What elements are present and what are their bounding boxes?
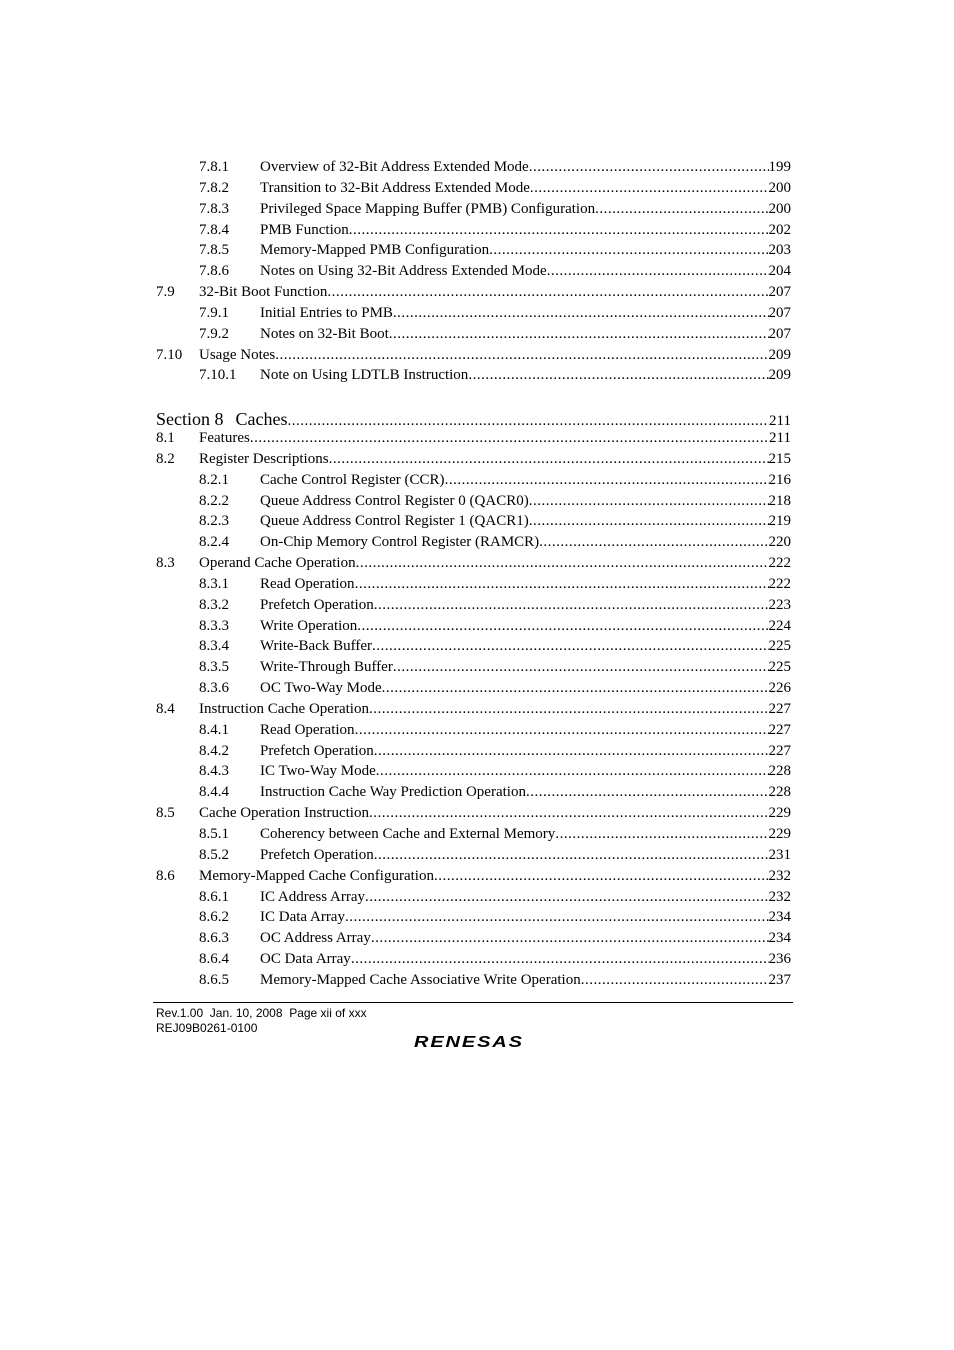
toc-page-number: 227 [768,700,791,717]
toc-entry [0,220,954,241]
toc-entry-leader [260,159,791,176]
toc-page-number: 229 [768,805,791,822]
toc-page-number: 203 [768,242,791,259]
toc-entry-title: Operand Cache Operation [199,555,356,572]
toc-entry [0,657,954,678]
toc-entry-leader [260,763,791,780]
toc-entry-leader [260,367,791,384]
toc-dot-leader [275,347,768,364]
toc-entry-leader [260,743,791,760]
toc-entry-title: Privileged Space Mapping Buffer (PMB) Configuration [260,200,596,217]
toc-entry [0,949,954,970]
toc-page-number: 211 [769,429,791,446]
toc-entry-leader [260,597,791,614]
toc-dot-leader [355,722,769,739]
toc-page-number: 207 [768,304,791,321]
toc-entry [0,470,954,491]
toc-entry-number: 8.3.1 [199,575,229,592]
toc-dot-leader [371,930,769,947]
toc-entry-leader [260,638,791,655]
toc-dot-leader [356,555,769,572]
toc-entry-title [156,409,287,430]
toc-entry-leader [260,242,791,259]
toc-entry-leader [260,326,791,343]
toc-entry [0,699,954,720]
toc-entry [0,866,954,887]
toc-entry-title: OC Address Array [260,930,371,947]
toc-dot-leader [345,909,769,926]
toc-entry-number: 8.6.2 [199,909,229,926]
toc-page-number: 223 [768,596,791,613]
toc-page-number: 200 [768,179,791,196]
toc-entry-title: Usage Notes [199,346,276,363]
toc-page-number: 209 [768,367,791,384]
toc-entry-title: Queue Address Control Register 0 (QACR0) [260,492,529,509]
toc-entry-title: IC Data Array [260,909,345,926]
toc-entry-title: Transition to 32-Bit Address Extended Mode [260,179,530,196]
toc-entry-number: 8.2 [156,450,175,467]
toc-entry-title: Cache Operation Instruction [199,805,369,822]
toc-entry [0,428,954,449]
toc-dot-leader [529,513,769,530]
toc-dot-leader [369,805,769,822]
toc-entry [0,845,954,866]
toc-entry [0,532,954,553]
toc-entry [0,553,954,574]
toc-entry-title: Queue Address Control Register 1 (QACR1) [260,513,529,530]
toc-page-number: 228 [768,763,791,780]
toc-dot-leader [351,951,769,968]
toc-entry-number: 8.2.1 [199,471,229,488]
toc-entry [0,240,954,261]
toc-entry-title: Memory-Mapped Cache Configuration [199,867,434,884]
toc-entry-leader [260,951,791,968]
toc-entry-leader [260,180,791,197]
toc-entry-title: Notes on 32-Bit Boot [260,325,389,342]
toc-entry-number: 7.8.4 [199,221,229,238]
toc-dot-leader [374,743,769,760]
toc-entry [0,511,954,532]
toc-entry-title: IC Two-Way Mode [260,763,376,780]
toc-entry-number: 8.4.4 [199,784,229,801]
toc-entry-number: 8.5.2 [199,846,229,863]
toc-dot-leader [372,638,769,655]
toc-entry-title: OC Two-Way Mode [260,680,382,697]
toc-entry-number: 8.6.1 [199,888,229,905]
toc-entry-number: 7.10 [156,346,183,363]
toc-page-number: 219 [768,513,791,530]
toc-entry-leader [260,972,791,989]
toc-entry [0,803,954,824]
toc-page-number: 229 [768,826,791,842]
toc-section-title: Caches [235,409,288,430]
toc-entry [0,282,954,303]
toc-entry-number: 8.3.5 [199,659,229,676]
toc-entry-title: Note on Using LDTLB Instruction [260,367,469,384]
toc-page-number: 225 [768,638,791,655]
toc-page-number: 227 [768,742,791,759]
toc-entry [0,157,954,178]
toc-entry-number: 8.4.3 [199,763,229,780]
toc-dot-leader [374,597,769,614]
toc-dot-leader [489,242,768,259]
toc-entry-leader [260,534,791,551]
toc-dot-leader [369,701,769,718]
toc-page-number: 232 [768,867,791,884]
toc-entry [0,887,954,908]
toc-entry-leader [260,201,791,218]
toc-entry [0,178,954,199]
toc-entry [0,365,954,386]
toc-entry-title: 32-Bit Boot Function [199,284,328,301]
toc-entry-title: OC Data Array [260,951,351,968]
toc-entry-number: 7.9.2 [199,325,229,342]
toc-entry [0,261,954,282]
toc-entry-number: 8.3.3 [199,617,229,634]
toc-entry-title: On-Chip Memory Control Register (RAMCR) [260,534,540,551]
toc-entry-leader [260,222,791,239]
toc-entry-number: 8.6.3 [199,930,229,947]
toc-page-number: 231 [768,846,791,863]
toc-entry [0,574,954,595]
toc-entry-number: 7.8.6 [199,263,229,280]
toc-page-number: 220 [768,534,791,551]
toc-entry [0,491,954,512]
toc-entry-leader [260,909,791,926]
toc-dot-leader [529,493,769,510]
toc-dot-leader [329,451,769,468]
toc-entry-leader [199,868,791,885]
toc-entry-title: Write Operation [260,617,358,634]
toc-entry-number: 8.5.1 [199,826,229,842]
toc-page-number: 225 [768,659,791,676]
renesas-logo: RENESAS [414,1034,524,1051]
toc-page-number: 204 [768,263,791,280]
toc-section-number: Section 8 [156,409,224,430]
toc-entry-leader [260,847,791,864]
toc-page-number: 227 [768,721,791,738]
toc-entry-number: 8.3.4 [199,638,229,655]
toc-entry-leader [260,680,791,697]
toc-entry-title: PMB Function [260,221,349,238]
toc-entry-leader [199,284,791,301]
toc-entry-title: IC Address Array [260,888,365,905]
toc-entry-number: 8.2.3 [199,513,229,530]
toc-dot-leader [539,534,768,551]
toc-entry-title: Memory-Mapped Cache Associative Write Operation [260,971,581,988]
toc-entry-leader [156,409,791,430]
toc-dot-leader [349,222,769,239]
toc-page-number: 209 [768,346,791,363]
toc-entry-title: Initial Entries to PMB [260,304,393,321]
toc-entry-number: 8.4.2 [199,742,229,759]
toc-dot-leader [434,868,769,885]
toc-entry [0,199,954,220]
toc-entry [0,761,954,782]
toc-dot-leader [595,201,768,218]
toc-dot-leader [530,180,769,197]
toc-page-number: 237 [768,971,791,988]
toc-entry-title: Read Operation [260,575,355,592]
toc-dot-leader [468,367,768,384]
toc-entry [0,595,954,616]
toc-dot-leader [581,972,769,989]
toc-dot-leader [445,472,769,489]
toc-entry-title: Register Descriptions [199,450,329,467]
toc-entry-title: Instruction Cache Way Prediction Operation [260,784,526,801]
toc-entry [0,616,954,637]
toc-page-number: 226 [768,680,791,697]
toc-dot-leader [526,784,769,801]
toc-dot-leader [374,847,769,864]
page-footer [156,1006,367,1036]
toc-dot-leader [393,659,769,676]
toc-entry [0,928,954,949]
toc-dot-leader [357,618,768,635]
table-of-contents [0,157,954,991]
toc-entry-title: Features [199,429,250,446]
toc-page-number: 222 [768,555,791,572]
toc-entry-leader [260,722,791,739]
toc-page-number: 199 [768,159,791,175]
toc-entry-title: Write-Through Buffer [260,659,393,676]
toc-section-heading [0,407,954,428]
toc-entry-number: 8.2.4 [199,534,229,551]
toc-dot-leader [393,305,769,322]
toc-entry [0,678,954,699]
toc-entry-leader [260,263,791,280]
toc-entry-leader [260,659,791,676]
toc-page-number: 211 [769,413,791,430]
toc-entry [0,636,954,657]
toc-entry-number: 8.3 [156,555,175,572]
toc-entry-number: 8.3.6 [199,680,229,697]
toc-entry-leader [260,930,791,947]
toc-dot-leader [529,159,769,176]
toc-entry-leader [199,451,791,468]
toc-entry-number: 7.8.2 [199,179,229,196]
toc-entry-leader [260,472,791,489]
toc-entry-number: 8.6.4 [199,951,229,968]
toc-entry-title: Prefetch Operation [260,596,374,613]
toc-entry-title: Read Operation [260,721,355,738]
toc-entry-leader [260,305,791,322]
toc-page-number: 234 [768,909,791,926]
toc-page-number: 207 [768,325,791,342]
toc-entry-leader [260,826,791,843]
toc-entry-number: 7.9 [156,284,175,301]
toc-entry [0,324,954,345]
toc-entry-title: Instruction Cache Operation [199,700,369,717]
toc-page-number: 224 [768,617,791,634]
toc-entry-leader [260,493,791,510]
toc-entry-number: 8.6.5 [199,971,229,988]
toc-entry-number: 8.4 [156,700,175,717]
toc-entry-leader [260,513,791,530]
toc-page-number: 202 [768,221,791,238]
toc-page-number: 236 [768,951,791,968]
toc-entry [0,449,954,470]
toc-entry [0,824,954,845]
toc-dot-leader [389,326,769,343]
toc-entry-leader [199,701,791,718]
toc-entry-number: 8.6 [156,867,175,884]
toc-entry-leader [199,805,791,822]
toc-entry [0,970,954,991]
toc-entry-number: 8.3.2 [199,596,229,613]
toc-entry-number: 7.8.5 [199,242,229,259]
toc-entry [0,907,954,928]
toc-entry-number: 8.1 [156,429,175,446]
toc-entry [0,720,954,741]
footer-revision: Rev.1.00 Jan. 10, 2008 Page xii of xxx [156,1006,367,1020]
toc-page-number: 234 [768,930,791,947]
toc-entry-title: Coherency between Cache and External Memory [260,826,556,842]
toc-page-number: 207 [768,284,791,301]
toc-dot-leader [376,763,769,780]
toc-dot-leader [365,889,769,906]
toc-entry-title: Prefetch Operation [260,846,374,863]
toc-entry-number: 8.5 [156,805,175,822]
toc-dot-leader [382,680,769,697]
toc-entry-title: Write-Back Buffer [260,638,372,655]
toc-entry-leader [260,784,791,801]
toc-entry-number: 7.10.1 [199,367,237,384]
toc-entry-leader [199,347,791,364]
toc-entry-leader [199,555,791,572]
toc-entry-number: 8.2.2 [199,492,229,509]
toc-entry-number: 7.9.1 [199,304,229,321]
toc-dot-leader [250,430,769,447]
toc-entry [0,345,954,366]
toc-entry-title: Memory-Mapped PMB Configuration [260,242,490,259]
toc-dot-leader [355,576,769,593]
toc-entry-number: 7.8.3 [199,200,229,217]
footer-doc-code: REJ09B0261-0100 [156,1021,258,1035]
toc-dot-leader [547,263,769,280]
footer-divider [153,1002,793,1003]
toc-entry [0,741,954,762]
toc-dot-leader [327,284,768,301]
toc-entry [0,782,954,803]
toc-entry-number: 8.4.1 [199,721,229,738]
toc-entry-leader [260,576,791,593]
toc-entry-title: Cache Control Register (CCR) [260,471,445,488]
toc-entry-number: 7.8.1 [199,159,229,175]
toc-entry [0,303,954,324]
toc-page-number: 232 [768,888,791,905]
toc-entry-leader [199,430,791,447]
toc-page-number: 228 [768,784,791,801]
toc-entry-title: Overview of 32-Bit Address Extended Mode [260,159,529,175]
toc-entry-title: Prefetch Operation [260,742,374,759]
toc-dot-leader [555,826,768,843]
toc-entry-leader [260,889,791,906]
toc-page-number: 215 [768,450,791,467]
toc-page-number: 222 [768,575,791,592]
toc-page-number: 200 [768,200,791,217]
toc-page-number: 216 [768,471,791,488]
toc-page-number: 218 [768,492,791,509]
toc-entry-leader [260,618,791,635]
toc-entry-title: Notes on Using 32-Bit Address Extended Mode [260,263,547,280]
